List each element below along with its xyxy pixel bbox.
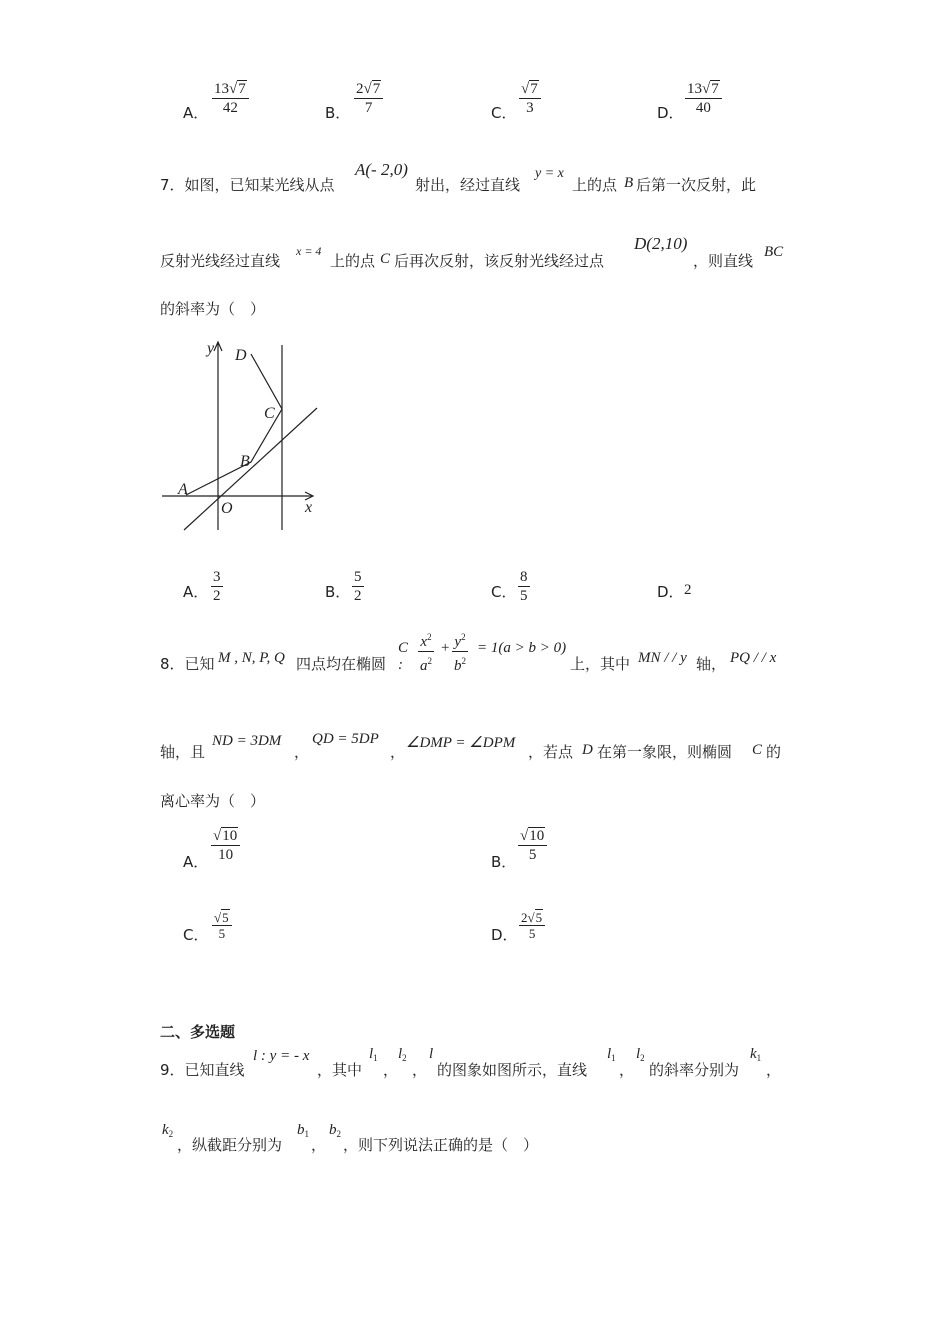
q7-option-d-value: 2 xyxy=(684,582,692,598)
q9-text-1b: ，其中 xyxy=(317,1061,363,1079)
q6-option-c-value: $\frac{√7}{3}$ xyxy=(519,80,541,117)
fig-label-b: B xyxy=(240,453,250,470)
q9-l2: $l_2$ xyxy=(398,1046,407,1063)
q8-option-c-label: C． xyxy=(183,926,209,944)
q8-text-3: 离心率为（ ） xyxy=(160,792,266,810)
q9-k1: $k_1$ xyxy=(750,1046,762,1063)
q6-option-b-label: B． xyxy=(325,104,351,122)
q9-text-1a: 9．已知直线 xyxy=(160,1061,245,1079)
q6-option-d-value: $\frac{13√7}{40}$ xyxy=(685,80,722,117)
q7-figure xyxy=(155,338,325,533)
q7-text-2a: 反射光线经过直线 xyxy=(160,252,281,270)
line-yx xyxy=(184,408,317,530)
q9-b2: $b_2$ xyxy=(329,1122,341,1139)
q7-line-yx: y = x xyxy=(535,166,564,181)
q9-text-2b: ，则下列说法正确的是（ ） xyxy=(343,1136,539,1154)
q9-l2-b: $l_2$ xyxy=(636,1046,645,1063)
q9-b1: $b_1$ xyxy=(297,1122,309,1139)
q7-point-d: D(2,10) xyxy=(634,234,688,253)
q8-c: C xyxy=(752,742,763,758)
q7-line-x4: x = 4 xyxy=(296,244,322,258)
q8-text-1a: 8．已知 xyxy=(160,655,215,673)
q8-text-2c: 在第一象限，则椭圆 xyxy=(597,743,733,761)
q8-mn: MN / / y xyxy=(638,650,687,666)
q7-text-2c: 后再次反射，该反射光线经过点 xyxy=(394,252,605,270)
q6-option-c-label: C． xyxy=(491,104,517,122)
q7-text-1a: 7．如图，已知某光线从点 xyxy=(160,176,335,194)
q7-text-1b: 射出，经过直线 xyxy=(415,176,521,194)
q9-text-1d: 的斜率分别为 xyxy=(649,1061,740,1079)
q7-option-b-label: B． xyxy=(325,583,351,601)
section-heading: 二、多选题 xyxy=(160,1023,236,1041)
q6-option-a-label: A． xyxy=(183,104,209,122)
q9-k2: $k_2$ xyxy=(162,1122,174,1139)
q7-point-a: A(- 2,0) xyxy=(355,160,408,179)
q8-qd: QD = 5DP xyxy=(312,731,379,747)
q8-angle: ∠DMP = ∠DPM xyxy=(406,735,516,751)
q6-option-a-value: $\frac{13√7}{42}$ xyxy=(212,80,249,117)
q7-text-3: 的斜率为（ ） xyxy=(160,300,266,318)
q8-text-1c: 上，其中 xyxy=(570,655,631,673)
q7-option-c-label: C． xyxy=(491,583,517,601)
q7-option-c-value: $\frac{8}{5}$ xyxy=(520,569,528,604)
q8-option-b-label: B． xyxy=(491,853,517,871)
fig-label-o: O xyxy=(221,500,233,517)
q8-option-a-value: $\frac{√10}{10}$ xyxy=(211,827,240,864)
q8-option-b-value: $\frac{√10}{5}$ xyxy=(518,827,547,864)
fig-label-a: A xyxy=(178,481,188,498)
q8-option-c-value: $\frac{√5}{5}$ xyxy=(212,910,232,941)
q9-l1-b: $l_1$ xyxy=(607,1046,616,1063)
q9-sep-3: ， xyxy=(619,1061,635,1079)
q8-text-1b: 四点均在椭圆 xyxy=(296,655,387,673)
q9-sep-5: ， xyxy=(311,1136,327,1154)
q7-option-a-label: A． xyxy=(183,583,209,601)
q7-text-2b: 上的点 xyxy=(330,252,376,270)
fig-label-y: y xyxy=(207,340,215,357)
q8-points: M , N, P, Q xyxy=(218,650,285,666)
q8-text-2a: 轴，且 xyxy=(160,743,206,761)
q9-sep-1: ， xyxy=(383,1061,399,1079)
q7-option-d-label: D． xyxy=(657,583,684,601)
q6-option-b-value: $\frac{2√7}{7}$ xyxy=(354,80,383,117)
q8-comma-1: ， xyxy=(294,743,310,761)
q6-option-d-label: D． xyxy=(657,104,684,122)
q8-comma-2: ， xyxy=(390,743,406,761)
q7-text-1d: 后第一次反射，此 xyxy=(636,176,757,194)
q8-option-d-label: D． xyxy=(491,926,518,944)
q7-text-2d: ，则直线 xyxy=(693,252,754,270)
q9-l1: $l_1$ xyxy=(369,1046,378,1063)
q7-point-c: C xyxy=(380,251,391,267)
q7-option-a-value: $\frac{3}{2}$ xyxy=(213,569,221,604)
fig-label-c: C xyxy=(264,405,275,422)
q7-bc: BC xyxy=(764,244,784,260)
q9-line-eq: l : y = - x xyxy=(253,1048,310,1064)
q7-point-b: B xyxy=(624,175,634,191)
fig-label-d: D xyxy=(235,347,247,364)
q8-d: D xyxy=(582,742,593,758)
q9-l: l xyxy=(429,1046,434,1062)
light-path xyxy=(186,354,282,495)
q9-text-1c: 的图象如图所示，直线 xyxy=(437,1061,588,1079)
q7-option-b-value: $\frac{5}{2}$ xyxy=(354,569,362,604)
q7-text-1c: 上的点 xyxy=(572,176,618,194)
q9-sep-4: ， xyxy=(766,1061,782,1079)
q8-option-a-label: A． xyxy=(183,853,209,871)
q8-nd: ND = 3DM xyxy=(212,733,282,749)
q9-text-2a: ，纵截距分别为 xyxy=(177,1136,283,1154)
fig-label-x: x xyxy=(305,499,313,516)
q8-text-2d: 的 xyxy=(766,743,782,761)
q9-sep-2: ， xyxy=(412,1061,428,1079)
q8-text-1d: 轴， xyxy=(696,655,727,673)
q8-text-2b: ，若点 xyxy=(528,743,574,761)
q8-pq: PQ / / x xyxy=(730,650,777,666)
q8-option-d-value: $\frac{2√5}{5}$ xyxy=(519,910,545,941)
